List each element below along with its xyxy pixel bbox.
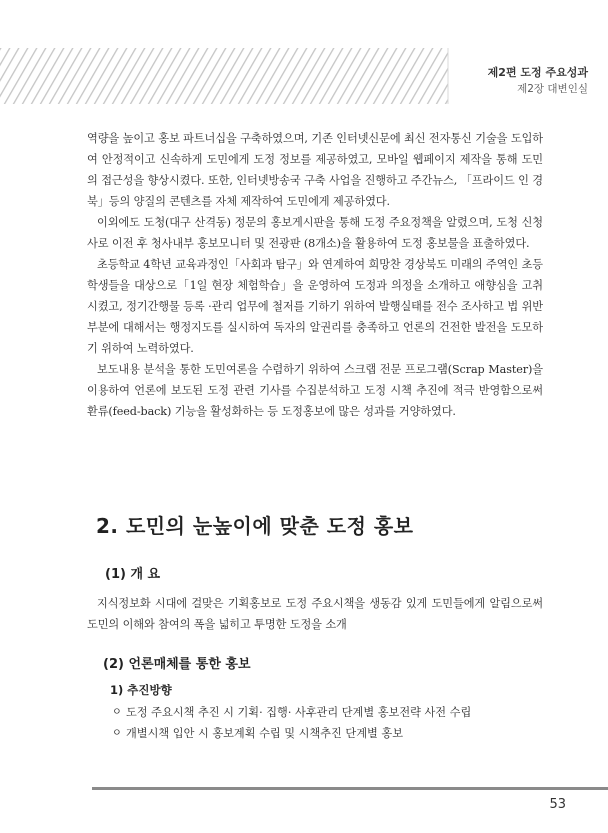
paragraph: 초등학교 4학년 교육과정인「사회과 탐구」와 연계하여 희망찬 경상북도 미래의 주역인 초등학생들을 대상으로「1일 현장 체험학습」을 운영하여 도정과 의정을 소개하고 애향심을 고취시켰고, 정기간행물 등록 ·관리 업무에 철저를 기하기 위하여 발행실태를 전수 조사하고 법 위반 부분에 대해서는 행정지도를 실시하여 독자의 알권리를 충족하고 언론의 건전한 발전을 도모하기 위하여 노력하였다. [87, 258, 543, 355]
running-header [488, 66, 588, 96]
list-item-text: 도정 주요시책 추진 시 기획· 집행· 사후관리 단계별 홍보전략 사전 수립 [126, 706, 472, 719]
bullet-list [112, 702, 471, 744]
footer-rule [92, 787, 608, 790]
header-chapter-title: 제2장 대변인실 [517, 83, 588, 95]
paragraph: 지식정보화 시대에 걸맞은 기획홍보로 도정 주요시책을 생동감 있게 도민들에게 알림으로써 도민의 이해와 참여의 폭을 넓히고 투명한 도정을 소개 [87, 597, 543, 631]
subsection-heading-overview: (1) 개 요 [105, 567, 161, 582]
bullet-mark: ㅇ [112, 707, 122, 718]
paragraph: 역량을 높이고 홍보 파트너십을 구축하였으며, 기존 인터넷신문에 최신 전자통신 기술을 도입하여 안정적이고 신속하게 도민에게 도정 정보를 제공하였고, 모바일 웹페이지 제작을 통해 도민의 접근성을 향상시켰다. 또한, 인터넷방송국 구축 사업을 진행하고 주간뉴스, 「프라이드 인 경북」등의 양질의 콘텐츠를 자체 제작하여 도민에게 제공하였다. [87, 132, 543, 208]
subsection-heading-direction: 1) 추진방향 [110, 683, 172, 697]
section-heading: 2. 도민의 눈높이에 맞춘 도정 홍보 [96, 514, 414, 538]
page-number: 53 [549, 797, 566, 812]
paragraph: 보도내용 분석을 통한 도민여론을 수렴하기 위하여 스크랩 전문 프로그램(Scrap Master)을 이용하여 언론에 보도된 도정 관련 기사를 수집분석하고 도정 시책 추진에 적극 반영함으로써 환류(feed-back) 기능을 활성화하는 등 도정홍보에 많은 성과를 거양하였다. [87, 363, 543, 418]
paragraph: 이외에도 도청(대구 산격동) 정문의 홍보게시판을 통해 도정 주요정책을 알렸으며, 도청 신청사로 이전 후 청사내부 홍보모니터 및 전광판 (8개소)을 활용하여 도정 홍보물을 표출하였다. [87, 216, 543, 250]
list-item-text: 개별시책 입안 시 홍보계획 수립 및 시책추진 단계별 홍보 [126, 727, 404, 740]
header-part-title: 제2편 도정 주요성과 [487, 66, 588, 79]
list-item [112, 702, 471, 723]
body-text [87, 128, 543, 422]
list-item [112, 723, 471, 744]
subsection-heading-media: (2) 언론매체를 통한 홍보 [103, 657, 251, 672]
bullet-mark: ㅇ [112, 728, 122, 739]
overview-text [87, 593, 543, 635]
